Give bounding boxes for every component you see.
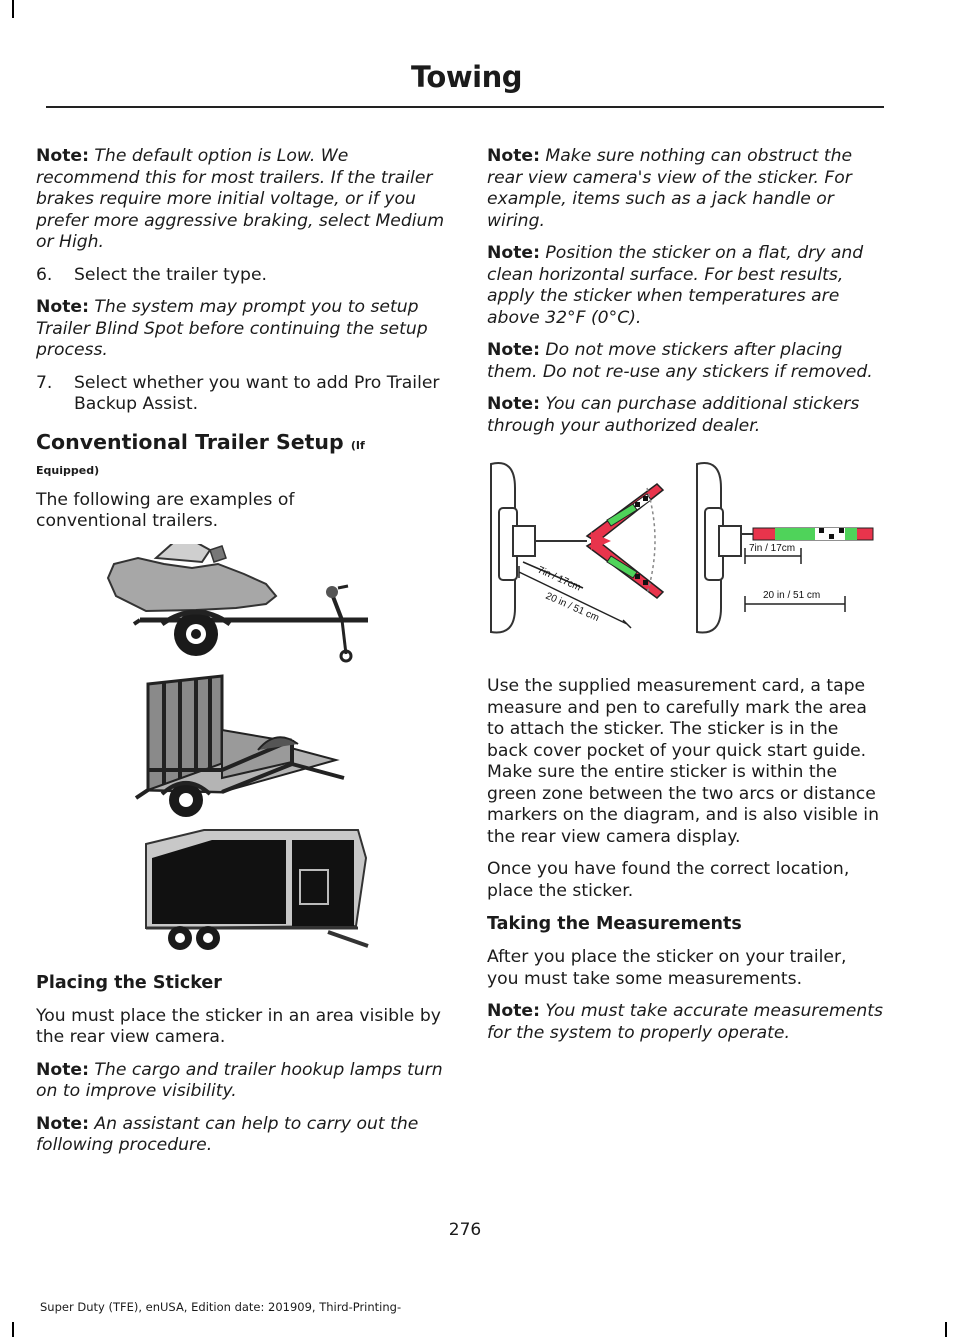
note-accurate: Note: You must take accurate measurements for the system to properly operate.: [487, 1001, 883, 1043]
v-trailer-diagram: [491, 463, 663, 633]
header-divider: [46, 106, 884, 108]
note-hookup-lamps: Note: The cargo and trailer hookup lamps turn on to improve visibility.: [36, 1059, 443, 1101]
page-title: Towing: [411, 60, 522, 94]
step-6: 6. Select the trailer type.: [36, 264, 268, 285]
v-long-label: 20 in / 51 cm: [543, 590, 601, 625]
intro-paragraph: The following are examples of conventional trailers.: [36, 489, 295, 531]
right-column: [487, 146, 883, 1055]
utility-trailer: [136, 676, 344, 817]
after-placing-paragraph: After you place the sticker on your trailer, you must take some measurements.: [487, 947, 847, 989]
note-obstruct: Note: Make sure nothing can obstruct the rear view camera's view of the sticker. For example, items such as a jack handle or wiring.: [487, 146, 853, 231]
section-heading: Conventional Trailer Setup (If Equipped): [36, 429, 365, 477]
v-short-label: 7in / 17cm: [535, 564, 583, 594]
note-blind-spot: Note: The system may prompt you to setup Trailer Blind Spot before continuing the setup process.: [36, 297, 428, 360]
taking-measurements-heading: Taking the Measurements: [487, 914, 742, 934]
step-7: 7. Select whether you want to add Pro Trailer Backup Assist.: [36, 372, 440, 414]
note-do-not-move: Note: Do not move stickers after placing them. Do not re-use any stickers if removed.: [487, 340, 873, 382]
note-position: Note: Position the sticker on a flat, dry and clean horizontal surface. For best results, apply the sticker when temperatures are above 32°F (0°C).: [487, 243, 864, 328]
crop-mark: [945, 1322, 947, 1337]
left-column: [36, 146, 448, 1168]
crop-mark: [12, 0, 14, 18]
s-short-label: 7in / 17cm: [749, 543, 796, 554]
trailer-examples-illustration: [36, 544, 448, 966]
place-sticker-paragraph: Once you have found the correct location, place the sticker.: [487, 859, 850, 901]
placing-sticker-heading: Placing the Sticker: [36, 972, 222, 993]
jetski-trailer: [108, 544, 368, 661]
straight-trailer-diagram: [697, 463, 873, 633]
enclosed-trailer: [146, 830, 368, 950]
s-long-label: 20 in / 51 cm: [763, 590, 821, 601]
edition-footer: Super Duty (TFE), enUSA, Edition date: 201909, Third-Printing-: [40, 1300, 402, 1314]
measurement-paragraph: Use the supplied measurement card, a tape measure and pen to carefully mark the area to attach the sticker. The sticker is in the back cover pocket of your quick start guide. Make sure the entire sticker is within the green zone between the two arcs or distance markers on the diagram, and is also visible in the rear view camera display.: [487, 676, 879, 847]
placing-paragraph: You must place the sticker in an area visible by the rear view camera.: [36, 1005, 441, 1047]
note-default-option: Note: The default option is Low. We recommend this for most trailers. If the trailer brakes require more initial voltage, or if you prefer more aggressive braking, select Medium or High.: [36, 146, 445, 252]
page-number: 276: [448, 1220, 482, 1240]
note-purchase: Note: You can purchase additional stickers through your authorized dealer.: [487, 394, 860, 436]
note-assistant: Note: An assistant can help to carry out the following procedure.: [36, 1113, 419, 1155]
sticker-placement-diagram: [487, 448, 883, 648]
crop-mark: [12, 1322, 14, 1337]
